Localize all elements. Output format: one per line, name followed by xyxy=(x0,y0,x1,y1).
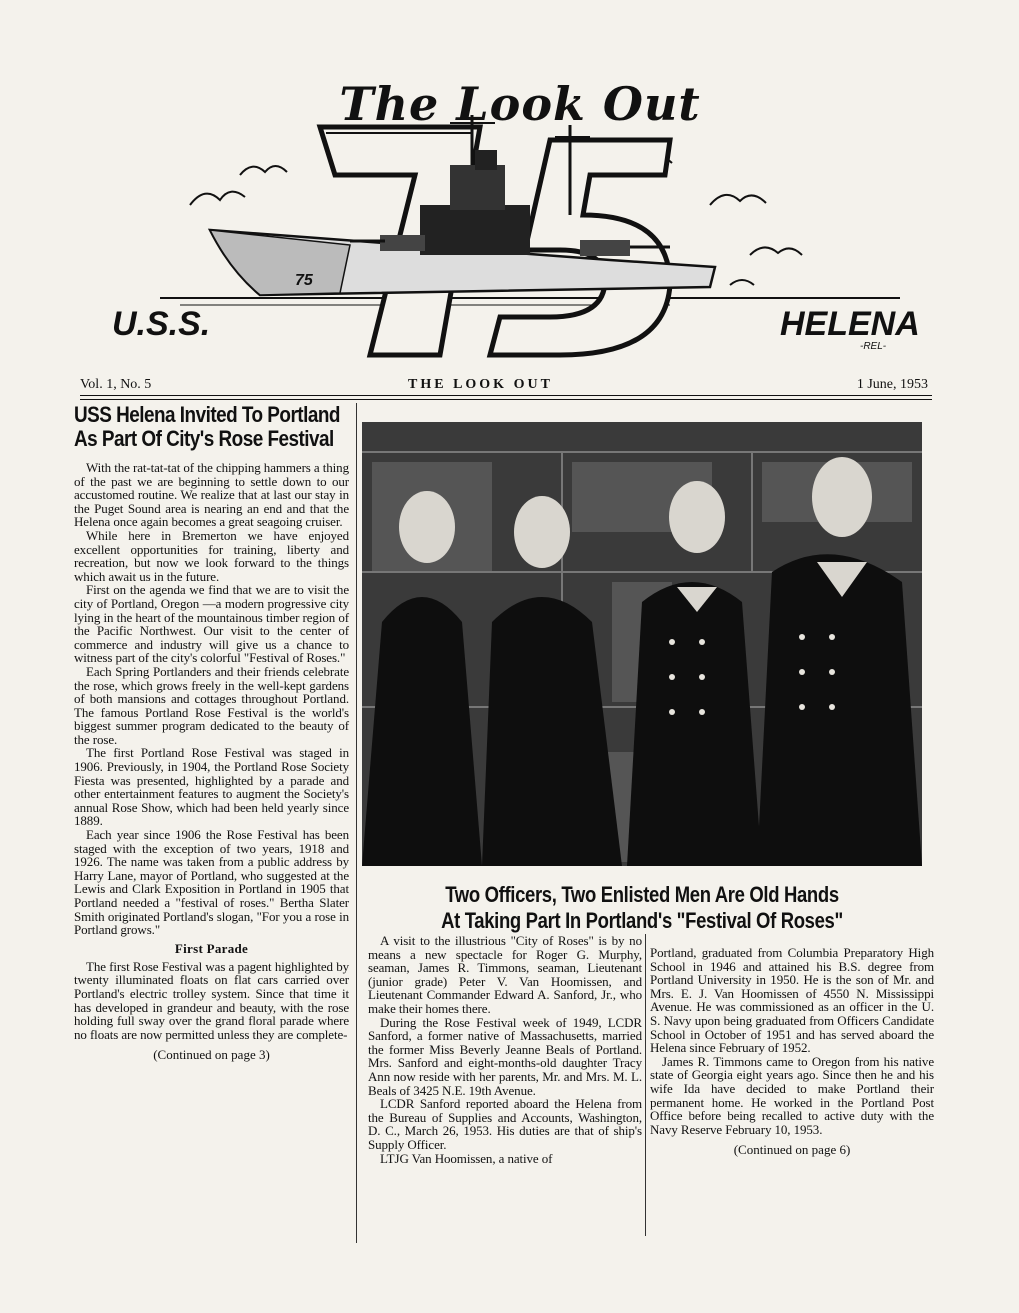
volume-number: Vol. 1, No. 5 xyxy=(80,377,152,392)
article-paragraph: LTJG Van Hoomissen, a native of xyxy=(380,1150,553,1166)
article-paragraph: First on the agenda we find that we are to visit the city of Portland, Oregon —a modern progressive city lying in the heart of the mountainous timber region of the Pacific Northwest. Our visit to the center of commerce and industry will give us a chance to witness part of the city's colorful "Festival of Roses." xyxy=(74,582,349,666)
issue-date: 1 June, 1953 xyxy=(856,377,928,392)
headline-line: As Part Of City's Rose Festival xyxy=(74,426,334,451)
headline-line: USS Helena Invited To Portland xyxy=(74,402,340,427)
paper-name: THE LOOK OUT xyxy=(408,377,553,392)
article-paragraph: The first Rose Festival was a pagent highlighted by twenty illuminated floats on flat cars carried over Portland's electric trolley system. Since that time it has developed in grandeur and beauty, with the rose holding full sway over the grand floral parade where no floats are now permitted unless they are complete- xyxy=(74,958,349,1042)
headline-line: Two Officers, Two Enlisted Men Are Old Hands xyxy=(445,882,839,907)
article-paragraph: LCDR Sanford reported aboard the Helena from the Bureau of Supplies and Accounts, Washington, D. C., March 26, 1953. His duties are that of ship's Supply Officer. xyxy=(368,1096,642,1152)
article-paragraph: The first Portland Rose Festival was staged in 1906. Previously, in 1904, the Portland Rose Society Fiesta was presented, highlighted by a parade and other entertainment features to augment the Society's annual Rose Show, which had been held yearly since 1889. xyxy=(74,745,349,829)
masthead-artist-mark: -REL- xyxy=(860,341,887,352)
folio-rule xyxy=(80,395,932,400)
article-subhead: First Parade xyxy=(174,940,249,956)
right-article-column-2 xyxy=(650,946,934,1158)
group-photo xyxy=(362,422,922,866)
left-article-body xyxy=(74,461,349,1063)
masthead-title: The Look Out xyxy=(339,77,701,131)
article-paragraph: Each Spring Portlanders and their friends celebrate the rose, which grows freely in the well-kept gardens of both mansions and cottages throughout Portland. The famous Portland Rose Festival is the world's biggest summer program dedicated to the beauty of the rose. xyxy=(74,663,349,747)
article-paragraph: James R. Timmons came to Oregon from his native state of Georgia eight years ago. Since then he and his wife Ida have decided to make Portland their permanent home. He worked in the Portland Post Office before being recalled to active duty with the Navy Reserve February 10, 1953. xyxy=(650,1053,934,1137)
continued-note: (Continued on page 3) xyxy=(153,1047,270,1063)
masthead-helena-label: HELENA xyxy=(780,305,920,343)
article-paragraph: During the Rose Festival week of 1949, LCDR Sanford, a former native of Massachusetts, married the former Miss Beverly Jeanne Beals of Portland. Mrs. Sanford and eight-months-old daughter Tracy Ann now reside with her parents, Mr. and Mrs. M. L. Beals of 3425 N.E. 19th Avenue. xyxy=(368,1014,642,1098)
hull-number: 75 xyxy=(295,272,313,289)
article-paragraph: Portland, graduated from Columbia Preparatory High School in 1946 and attained his B.S. degree from Portland University in 1950. He is the son of Mr. and Mrs. E. J. Van Hoomissen of 4550 N. Mississippi Avenue. He was commissioned as an officer in the U. S. Navy upon being graduated from Officers Candidate School in October of 1951 and has served aboard the Helena since February of 1952. xyxy=(650,945,934,1056)
photo-image xyxy=(362,422,922,866)
masthead xyxy=(112,55,920,375)
column-divider xyxy=(356,403,357,1243)
left-article xyxy=(74,403,349,1063)
right-article-headline xyxy=(362,882,922,934)
right-article-column-1 xyxy=(368,934,642,1165)
masthead-uss-label: U.S.S. xyxy=(112,305,211,343)
article-paragraph: Each year since 1906 the Rose Festival has been staged with the exception of two years, 1918 and 1926. The name was taken from a public address by Harry Lane, mayor of Portland, who suggested at the Lewis and Clark Exposition in Portland in 1905 that Portland needed a "festival of roses." Bertha Slater Smith originated Portland's slogan, "For you a rose in Portland grows." xyxy=(74,827,349,938)
article-paragraph: A visit to the illustrious "City of Roses" is by no means a new spectacle for Roger G. Murphy, seaman, James R. Timmons, seaman, Lieutenant (junior grade) Peter V. Van Hoomissen, and Lieutenant Commander Edward A. Sanford, Jr., who make their homes there. xyxy=(368,933,642,1016)
article-paragraph: With the rat-tat-tat of the chipping hammers a thing of the past we are beginning to settle down to our accustomed routine. We realize that at last our stay in the Puget Sound area is nearing an end and that the Helena once again becomes a great seagoing cruiser. xyxy=(74,460,349,530)
left-article-headline xyxy=(74,403,349,451)
folio-line xyxy=(80,377,932,397)
headline-line: At Taking Part In Portland's "Festival Of Roses" xyxy=(441,908,843,933)
article-paragraph: While here in Bremerton we have enjoyed excellent opportunities for training, liberty and recreation, but now we look forward to the things which await us in the future. xyxy=(74,527,349,584)
column-divider xyxy=(645,934,646,1236)
continued-note: (Continued on page 6) xyxy=(733,1142,851,1158)
